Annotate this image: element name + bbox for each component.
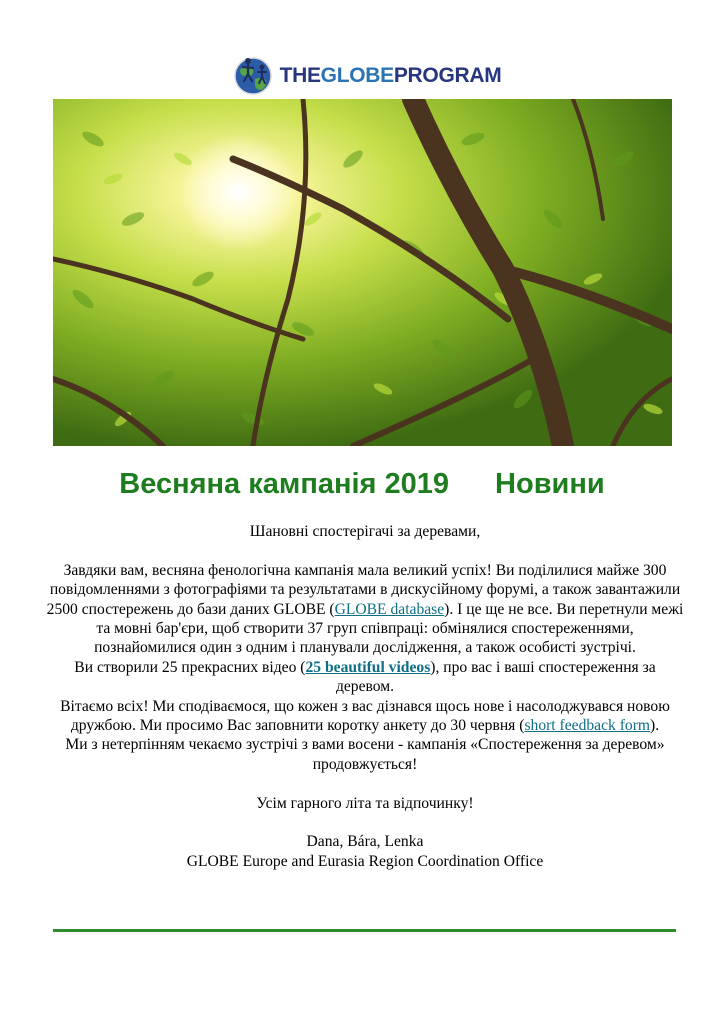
logo-globe-word: GLOBE xyxy=(320,64,394,87)
logo-group xyxy=(231,54,502,98)
p2-text-before: Ви створили 25 прекрасних відео ( xyxy=(74,658,306,676)
logo-program: PROGRAM xyxy=(393,64,502,87)
summer-wish: Усім гарного літа та відпочинку! xyxy=(256,794,474,812)
p3-text-after: ). xyxy=(650,717,660,735)
paragraph-videos xyxy=(45,658,685,697)
paragraph-feedback xyxy=(45,697,685,736)
paragraph-results xyxy=(45,561,685,658)
newsletter-body xyxy=(45,522,685,871)
videos-link[interactable]: 25 beautiful videos xyxy=(305,658,431,676)
feedback-form-link[interactable]: short feedback form xyxy=(524,717,651,735)
paragraph-spacer xyxy=(45,813,685,832)
headline-news: Новини xyxy=(495,468,605,500)
paragraph-spacer xyxy=(45,541,685,560)
p2-text-after: ), про вас і ваші спостереження за деревом. xyxy=(335,658,656,696)
signature-names: Dana, Bára, Lenka xyxy=(306,833,424,851)
campaign-headline xyxy=(0,468,724,501)
headline-title: Весняна кампанія 2019 xyxy=(119,468,450,500)
logo-wordmark xyxy=(280,64,502,88)
globe-logo-icon xyxy=(231,54,277,98)
globe-database-link[interactable]: GLOBE database xyxy=(334,600,445,618)
greeting: Шановні спостерігачі за деревами, xyxy=(249,523,481,540)
logo-the: THE xyxy=(279,64,321,87)
p1-text-after: ). І це ще не все. Ви перетнули межі та мовні бар'єри, щоб створити 37 груп співпраці: обмінялися спостереженнями, познайомилися один з одним і планували дослідження, а також особисті зустрічі. xyxy=(94,600,684,657)
paragraph-autumn: Ми з нетерпінням чекаємо зустрічі з вами восени - кампанія «Спостереження за деревом» продовжується! xyxy=(65,736,665,773)
bottom-divider xyxy=(53,929,676,932)
globe-program-logo xyxy=(0,54,724,98)
p1-text-before: Завдяки вам, весняна фенологічна кампанія мала великий успіх! Ви поділилися майже 300 повідомленнями з фотографіями та результатами в дискусійному форумі, а також завантажили 2500 спостережень до бази даних GLOBE ( xyxy=(46,561,681,618)
p3-text-before: Вітаємо всіх! Ми сподіваємося, що кожен з вас дізнався щось нове і насолоджувався новою дружбою. Ми просимо Вас заповнити коротку анкету до 30 червня ( xyxy=(60,697,670,735)
paragraph-spacer xyxy=(45,774,685,793)
tree-canopy-photo xyxy=(53,99,672,446)
signature-office: GLOBE Europe and Eurasia Region Coordination Office xyxy=(186,852,544,870)
